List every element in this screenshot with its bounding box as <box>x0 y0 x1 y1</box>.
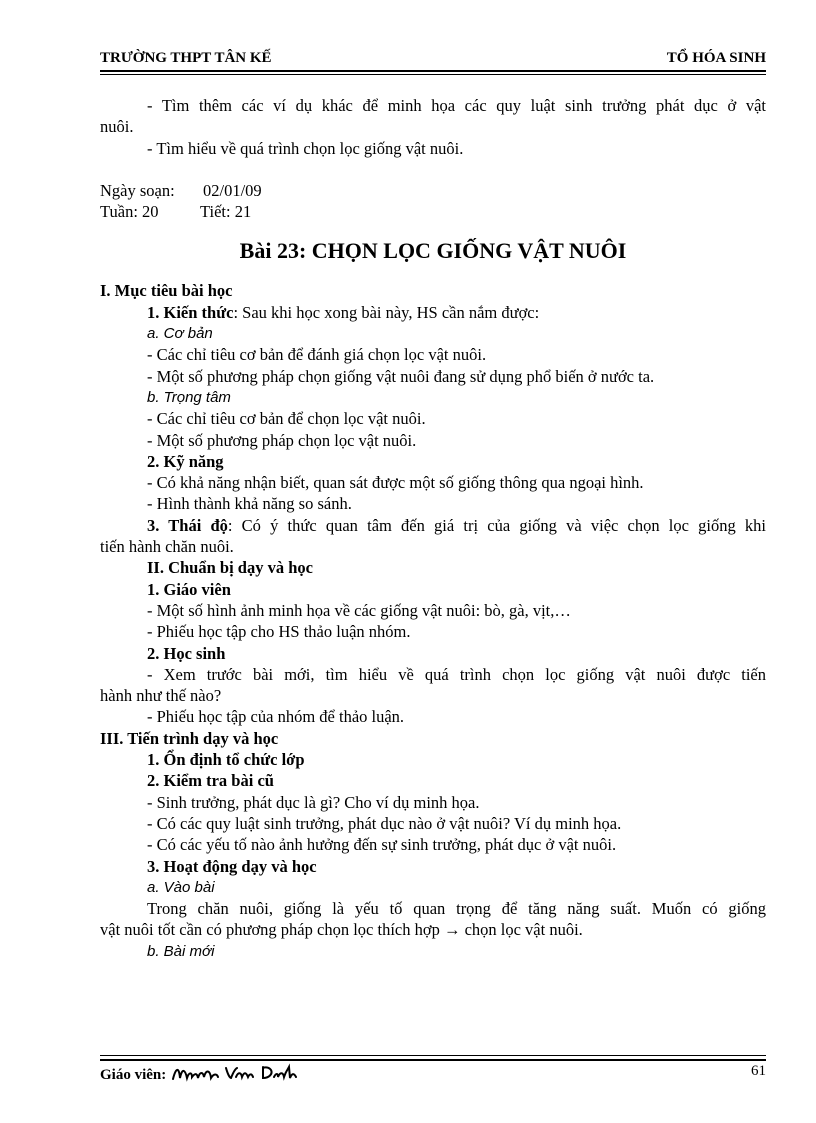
section-heading: II. Chuẩn bị dạy và học <box>147 558 313 578</box>
document-body <box>100 95 766 962</box>
class-org-heading: 1. Ổn định tổ chức lớp <box>147 750 305 770</box>
list-item: - Có khả năng nhận biết, quan sát được một số giống thông qua ngoại hình. <box>147 473 644 493</box>
activities-heading: 3. Hoạt động dạy và học <box>147 856 317 876</box>
list-item: - Hình thành khả năng so sánh. <box>147 494 352 514</box>
list-item: - Có các quy luật sinh trưởng, phát dục nào ở vật nuôi? Ví dụ minh họa. <box>147 813 622 833</box>
meta-date <box>100 180 766 201</box>
footer-rule-thin <box>100 1055 766 1056</box>
period-label: Tiết: 21 <box>200 202 252 222</box>
subheading: a. Cơ bản <box>147 325 213 343</box>
page-header <box>100 50 766 70</box>
subheading: b. Trọng tâm <box>147 388 231 406</box>
list-item-cont: hành như thế nào? <box>100 686 222 706</box>
subheading: b. Bài mới <box>147 942 215 960</box>
teacher-heading: 1. Giáo viên <box>147 579 231 599</box>
intro-line: nuôi. <box>100 117 134 137</box>
page-footer <box>100 1063 766 1083</box>
list-item: - Một số hình ảnh minh họa về các giống vật nuôi: bò, gà, vịt,… <box>147 600 571 620</box>
knowledge-line <box>100 302 766 323</box>
intro-line: - Tìm thêm các ví dụ khác để minh họa các quy luật sinh trưởng phát dục ở vật <box>147 96 766 115</box>
list-item: - Xem trước bài mới, tìm hiểu về quá trình chọn lọc giống vật nuôi được tiến <box>147 664 766 684</box>
header-department: TỔ HÓA SINH <box>666 50 766 66</box>
attitude-text: : Có ý thức quan tâm đến giá trị của giống và việc chọn lọc giống khi <box>227 515 766 535</box>
paragraph-line: vật nuôi tốt cần có phương pháp chọn lọc thích hợp → chọn lọc vật nuôi. <box>100 920 583 940</box>
lesson-title: Bài 23: CHỌN LỌC GIỐNG VẬT NUÔI <box>239 238 627 264</box>
paragraph-line: Trong chăn nuôi, giống là yếu tố quan trọng để tăng năng suất. Muốn có giống <box>147 899 766 919</box>
intro-line: - Tìm hiểu về quá trình chọn lọc giống vật nuôi. <box>147 138 464 158</box>
attitude-line <box>100 515 766 536</box>
date-label: Ngày soạn: <box>100 180 175 200</box>
header-rule-thin <box>100 74 766 75</box>
list-item: - Phiếu học tập cho HS thảo luận nhóm. <box>147 622 411 642</box>
section-heading: III. Tiến trình dạy và học <box>100 728 279 748</box>
attitude-line-cont: tiến hành chăn nuôi. <box>100 537 234 557</box>
list-item: - Có các yếu tố nào ảnh hưởng đến sự sinh trưởng, phát dục ở vật nuôi. <box>147 835 617 855</box>
list-item: - Sinh trưởng, phát dục là gì? Cho ví dụ minh họa. <box>147 792 480 812</box>
header-school: TRƯỜNG THPT TÂN KẾ <box>100 50 272 66</box>
spacer <box>100 159 766 180</box>
teacher-label: Giáo viên: <box>100 1066 167 1083</box>
knowledge-label: 1. Kiến thức <box>147 302 234 322</box>
teacher-signature <box>170 1063 300 1088</box>
student-heading: 2. Học sinh <box>147 643 226 663</box>
list-item: - Các chỉ tiêu cơ bản để chọn lọc vật nuôi. <box>147 409 426 429</box>
subheading: a. Vào bài <box>147 878 215 896</box>
list-item: - Một số phương pháp chọn lọc vật nuôi. <box>147 430 417 450</box>
list-item: - Phiếu học tập của nhóm để thảo luận. <box>147 707 405 727</box>
page-number: 61 <box>751 1063 766 1079</box>
list-item: - Các chỉ tiêu cơ bản để đánh giá chọn lọc vật nuôi. <box>147 345 487 365</box>
footer-rule <box>100 1059 766 1061</box>
week-label: Tuần: 20 <box>100 202 159 222</box>
meta-week <box>100 201 766 222</box>
signature-image <box>170 1063 300 1083</box>
section-heading: I. Mục tiêu bài học <box>100 281 233 301</box>
knowledge-text: : Sau khi học xong bài này, HS cần nắm được: <box>233 302 540 322</box>
list-item: - Một số phương pháp chọn giống vật nuôi đang sử dụng phổ biến ở nước ta. <box>147 366 655 386</box>
header-rule <box>100 70 766 72</box>
skills-heading: 2. Kỹ năng <box>147 451 224 471</box>
review-heading: 2. Kiểm tra bài cũ <box>147 771 274 791</box>
attitude-label: 3. Thái độ <box>147 515 228 535</box>
date-value: 02/01/09 <box>203 180 262 200</box>
